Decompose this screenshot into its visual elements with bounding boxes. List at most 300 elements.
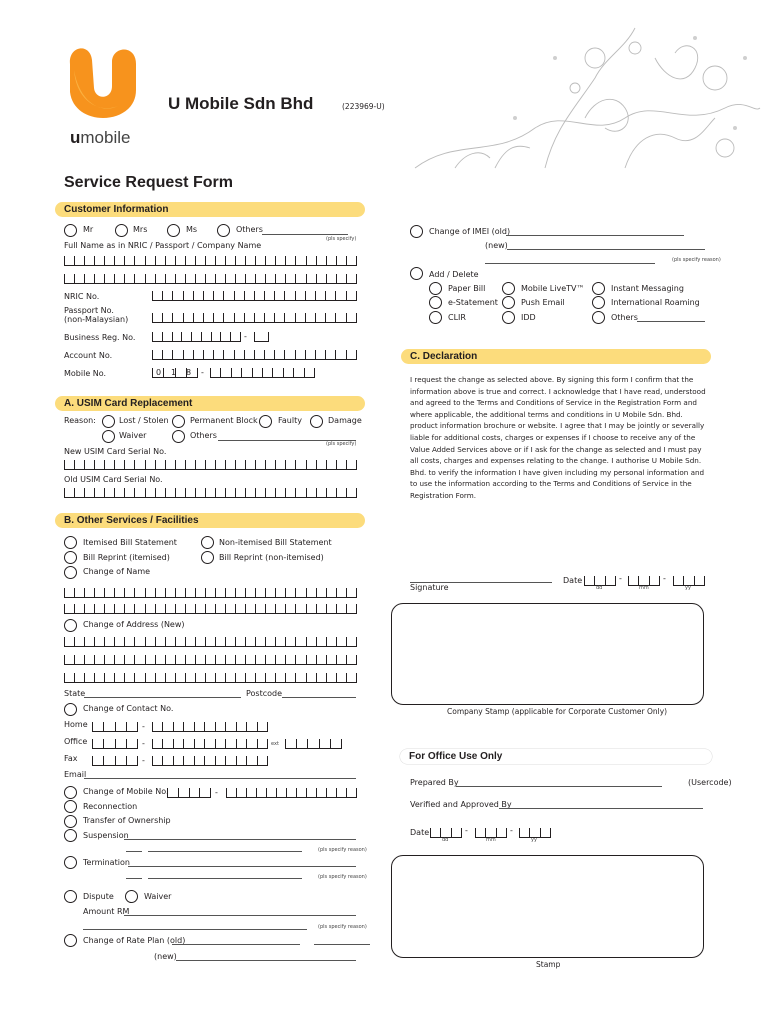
- char-cell: [186, 460, 196, 469]
- char-cell: [95, 588, 105, 597]
- char-cell: [245, 291, 255, 300]
- prepared-by-label: Prepared By: [410, 778, 459, 787]
- char-cell: [287, 788, 297, 797]
- dispute-pls-specify-reason: (pls specify reason): [318, 924, 367, 930]
- char-cell: [176, 460, 186, 469]
- postcode-field[interactable]: [282, 697, 356, 698]
- office-number-field[interactable]: [152, 739, 268, 749]
- reason-lost-stolen-label: Lost / Stolen: [119, 416, 169, 425]
- char-cell: [186, 655, 196, 664]
- char-cell: [258, 756, 268, 765]
- char-cell: [247, 739, 257, 748]
- char-cell: [65, 256, 75, 265]
- char-cell: [184, 350, 194, 359]
- char-cell: [204, 291, 214, 300]
- char-cell: [163, 739, 173, 748]
- char-cell: [216, 739, 226, 748]
- mobile-number-field[interactable]: [210, 368, 315, 378]
- char-cell: [337, 274, 347, 283]
- office-ext-field[interactable]: [285, 739, 342, 749]
- service-mobile-livetv-radio[interactable]: [502, 282, 515, 295]
- account-field[interactable]: [152, 350, 357, 360]
- change-contact-radio[interactable]: [64, 703, 77, 716]
- service-paper-bill-radio[interactable]: [429, 282, 442, 295]
- char-cell: [184, 739, 194, 748]
- service-others-field[interactable]: [637, 321, 705, 322]
- char-cell: [327, 274, 337, 283]
- char-cell: [176, 637, 186, 646]
- reason-faulty-radio[interactable]: [259, 415, 272, 428]
- change-rate-plan-radio[interactable]: [64, 934, 77, 947]
- change-name-row-1[interactable]: [64, 588, 357, 598]
- char-cell: [520, 828, 530, 837]
- nric-field[interactable]: [152, 291, 357, 301]
- char-cell: [216, 588, 226, 597]
- company-stamp-box[interactable]: [391, 603, 704, 705]
- signature-date-dash-1: -: [619, 574, 622, 583]
- char-cell: [317, 788, 327, 797]
- dispute-radio[interactable]: [64, 890, 77, 903]
- full-name-row-2[interactable]: [64, 274, 357, 284]
- change-address-label: Change of Address (New): [83, 620, 185, 629]
- char-cell: [214, 350, 224, 359]
- termination-pls-specify-reason: (pls specify reason): [318, 874, 367, 880]
- service-instant-messaging-radio[interactable]: [592, 282, 605, 295]
- char-cell: [75, 274, 85, 283]
- char-cell: [606, 576, 616, 585]
- reconnection-radio[interactable]: [64, 800, 77, 813]
- title-others-radio[interactable]: [217, 224, 230, 237]
- char-cell: [146, 655, 156, 664]
- company-reg-no: (223969-U): [342, 102, 385, 111]
- char-cell: [135, 256, 145, 265]
- char-cell: [297, 739, 308, 748]
- char-cell: [206, 274, 216, 283]
- char-cell: [307, 637, 317, 646]
- char-cell: [156, 655, 166, 664]
- mobile-label: Mobile No.: [64, 369, 107, 378]
- char-cell: [125, 256, 135, 265]
- char-cell: [226, 673, 236, 682]
- char-cell: [204, 350, 214, 359]
- char-cell: [105, 488, 115, 497]
- char-cell: [182, 332, 192, 341]
- change-mobile-label: Change of Mobile No.: [83, 787, 169, 796]
- char-cell: [75, 604, 85, 613]
- char-cell: [105, 460, 115, 469]
- char-cell: [347, 788, 357, 797]
- address-row-3[interactable]: [64, 673, 357, 683]
- char-cell: [196, 460, 206, 469]
- declaration-line: where applicable, the additional terms and conditions in U Mobile Sdn. Bhd.: [410, 409, 683, 419]
- char-cell: [286, 460, 296, 469]
- char-cell: [194, 313, 204, 322]
- termination-reason-short[interactable]: [126, 878, 142, 879]
- char-cell: [226, 604, 236, 613]
- char-cell: [146, 256, 156, 265]
- email-field[interactable]: [84, 778, 356, 779]
- company-name: U Mobile Sdn Bhd: [168, 94, 314, 113]
- char-cell: [166, 256, 176, 265]
- section-other-services: B. Other Services / Facilities: [55, 513, 365, 528]
- char-cell: [276, 274, 286, 283]
- suspension-field[interactable]: [124, 839, 356, 840]
- bill-reprint-itemised-radio[interactable]: [64, 551, 77, 564]
- char-cell: [156, 588, 166, 597]
- itemised-bill-radio[interactable]: [64, 536, 77, 549]
- address-row-1[interactable]: [64, 637, 357, 647]
- char-cell: [156, 673, 166, 682]
- service-idd-radio[interactable]: [502, 311, 515, 324]
- char-cell: [286, 637, 296, 646]
- char-cell: [153, 332, 163, 341]
- termination-radio[interactable]: [64, 856, 77, 869]
- char-cell: [156, 604, 166, 613]
- section-usim-card-replacement: A. USIM Card Replacement: [55, 396, 365, 411]
- char-cell: [305, 368, 315, 377]
- char-cell: [95, 655, 105, 664]
- char-cell: [530, 828, 540, 837]
- amount-field[interactable]: [124, 915, 356, 916]
- char-cell: [216, 673, 226, 682]
- service-others-radio[interactable]: [592, 311, 605, 324]
- char-cell: [296, 488, 306, 497]
- char-cell: [307, 274, 317, 283]
- add-delete-radio[interactable]: [410, 267, 423, 280]
- char-cell: [285, 350, 295, 359]
- account-label: Account No.: [64, 351, 113, 360]
- char-cell: [226, 722, 236, 731]
- service-push-email-radio[interactable]: [502, 296, 515, 309]
- change-mobile-radio[interactable]: [64, 786, 77, 799]
- change-mobile-prefix-field[interactable]: [167, 788, 211, 798]
- char-cell: [695, 576, 705, 585]
- title-others-field[interactable]: [262, 234, 348, 235]
- char-cell: [286, 655, 296, 664]
- service-clir-radio[interactable]: [429, 311, 442, 324]
- char-cell: [186, 637, 196, 646]
- char-cell: [206, 655, 216, 664]
- change-name-row-2[interactable]: [64, 604, 357, 614]
- char-cell: [115, 673, 125, 682]
- char-cell: [276, 673, 286, 682]
- char-cell: [236, 488, 246, 497]
- char-cell: [276, 488, 286, 497]
- char-cell: [226, 637, 236, 646]
- char-cell: [266, 460, 276, 469]
- char-cell: [186, 274, 196, 283]
- char-cell: [115, 655, 125, 664]
- company-stamp-label: Company Stamp (applicable for Corporate Customer Only): [447, 707, 668, 716]
- service-e-statement-label: e-Statement: [448, 298, 498, 307]
- char-cell: [75, 637, 85, 646]
- char-cell: [263, 368, 273, 377]
- char-cell: [206, 256, 216, 265]
- char-cell: [452, 828, 462, 837]
- state-field[interactable]: [84, 697, 241, 698]
- char-cell: [186, 673, 196, 682]
- rate-plan-old-field[interactable]: [172, 944, 300, 945]
- service-international-roaming-label: International Roaming: [611, 298, 700, 307]
- char-cell: [256, 655, 266, 664]
- char-cell: [163, 722, 173, 731]
- declaration-line: to use the information according to the Terms and Conditions of Service in the: [410, 479, 692, 489]
- address-row-2[interactable]: [64, 655, 357, 665]
- char-cell: [85, 488, 95, 497]
- declaration-line: and agreed to the Terms and Conditions of Service in the Registration Form and: [410, 398, 697, 408]
- dispute-label: Dispute: [83, 892, 114, 901]
- char-cell: [75, 488, 85, 497]
- change-address-radio[interactable]: [64, 619, 77, 632]
- char-cell: [105, 637, 115, 646]
- char-cell: [206, 673, 216, 682]
- office-stamp-box[interactable]: [391, 855, 704, 958]
- char-cell: [431, 828, 441, 837]
- char-cell: [125, 604, 135, 613]
- char-cell: [317, 637, 327, 646]
- char-cell: [216, 488, 226, 497]
- char-cell: [266, 488, 276, 497]
- char-cell: [331, 739, 342, 748]
- suspension-reason-short[interactable]: [126, 851, 142, 852]
- char-cell: [307, 673, 317, 682]
- prepared-by-field[interactable]: [456, 786, 662, 787]
- char-cell: [135, 604, 145, 613]
- reason-damage-radio[interactable]: [310, 415, 323, 428]
- char-cell: [476, 828, 486, 837]
- char-cell: [337, 256, 347, 265]
- service-international-roaming-radio[interactable]: [592, 296, 605, 309]
- char-cell: [347, 673, 357, 682]
- char-cell: [146, 673, 156, 682]
- char-cell: [104, 756, 115, 765]
- char-cell: [226, 460, 236, 469]
- passport-field[interactable]: [152, 313, 357, 323]
- business-reg-suffix-field[interactable]: [254, 332, 269, 342]
- char-cell: [146, 274, 156, 283]
- char-cell: [296, 460, 306, 469]
- dispute-reason-field[interactable]: [83, 929, 307, 930]
- char-cell: [347, 588, 357, 597]
- office-date-dd-hint: dd: [442, 837, 449, 843]
- char-cell: [216, 604, 226, 613]
- char-cell: [95, 274, 105, 283]
- char-cell: [226, 256, 236, 265]
- char-cell: [347, 460, 357, 469]
- rate-plan-new-field[interactable]: [176, 960, 356, 961]
- char-cell: [256, 274, 266, 283]
- reason-damage-label: Damage: [328, 416, 362, 425]
- char-cell: [176, 604, 186, 613]
- char-cell: [179, 788, 190, 797]
- non-itemised-bill-radio[interactable]: [201, 536, 214, 549]
- char-cell: [115, 488, 125, 497]
- char-cell: [286, 604, 296, 613]
- dispute-waiver-radio[interactable]: [125, 890, 138, 903]
- char-cell: [276, 588, 286, 597]
- char-cell: [173, 350, 183, 359]
- old-usim-serial-field[interactable]: [64, 488, 357, 498]
- reason-permanent-block-radio[interactable]: [172, 415, 185, 428]
- char-cell: [317, 588, 327, 597]
- char-cell: [317, 488, 327, 497]
- char-cell: [327, 637, 337, 646]
- char-cell: [317, 673, 327, 682]
- verified-by-field[interactable]: [499, 808, 703, 809]
- declaration-line: product information brochure or website. I agree that I may be jointly or severally: [410, 421, 705, 431]
- rate-plan-old-label: Change of Rate Plan (old): [83, 936, 186, 945]
- char-cell: [196, 604, 206, 613]
- char-cell: [595, 576, 605, 585]
- service-e-statement-radio[interactable]: [429, 296, 442, 309]
- char-cell: [256, 588, 266, 597]
- char-cell: [153, 739, 163, 748]
- char-cell: [296, 655, 306, 664]
- title-mrs-radio[interactable]: [115, 224, 128, 237]
- service-instant-messaging-label: Instant Messaging: [611, 284, 684, 293]
- char-cell: [104, 722, 115, 731]
- imei-new-field[interactable]: [507, 249, 705, 250]
- char-cell: [205, 722, 215, 731]
- fax-dash: -: [142, 756, 145, 765]
- char-cell: [286, 274, 296, 283]
- char-cell: [237, 756, 247, 765]
- termination-field[interactable]: [128, 866, 356, 867]
- reconnection-label: Reconnection: [83, 802, 138, 811]
- char-cell: [326, 291, 336, 300]
- suspension-radio[interactable]: [64, 829, 77, 842]
- char-cell: [674, 576, 684, 585]
- char-cell: [163, 313, 173, 322]
- amount-label: Amount RM: [83, 907, 130, 916]
- char-cell: [214, 313, 224, 322]
- service-paper-bill-label: Paper Bill: [448, 284, 486, 293]
- char-cell: [347, 655, 357, 664]
- char-cell: [65, 673, 75, 682]
- char-cell: [306, 313, 316, 322]
- char-cell: [196, 488, 206, 497]
- char-cell: [337, 655, 347, 664]
- char-cell: [135, 655, 145, 664]
- home-area-field[interactable]: [92, 722, 138, 732]
- reason-others-radio[interactable]: [172, 430, 185, 443]
- char-cell: [236, 588, 246, 597]
- mobile-prefix-digit-3: 8: [186, 368, 192, 377]
- char-cell: [196, 274, 206, 283]
- business-reg-field[interactable]: [152, 332, 241, 342]
- char-cell: [146, 588, 156, 597]
- char-cell: [202, 332, 212, 341]
- char-cell: [275, 350, 285, 359]
- fax-number-field[interactable]: [152, 756, 268, 766]
- office-area-field[interactable]: [92, 739, 138, 749]
- char-cell: [336, 350, 346, 359]
- char-cell: [441, 828, 451, 837]
- char-cell: [347, 256, 357, 265]
- char-cell: [176, 488, 186, 497]
- office-date-yy-hint: yy: [531, 837, 537, 843]
- char-cell: [95, 488, 105, 497]
- char-cell: [95, 460, 105, 469]
- char-cell: [166, 655, 176, 664]
- suspension-reason-field[interactable]: [148, 851, 302, 852]
- title-ms-radio[interactable]: [167, 224, 180, 237]
- bill-reprint-non-radio[interactable]: [201, 551, 214, 564]
- char-cell: [255, 291, 265, 300]
- char-cell: [65, 588, 75, 597]
- char-cell: [224, 313, 234, 322]
- char-cell: [95, 637, 105, 646]
- char-cell: [135, 460, 145, 469]
- char-cell: [629, 576, 639, 585]
- char-cell: [85, 256, 95, 265]
- fax-area-field[interactable]: [92, 756, 138, 766]
- char-cell: [214, 291, 224, 300]
- rate-plan-old-extra-field[interactable]: [314, 944, 370, 945]
- change-name-radio[interactable]: [64, 566, 77, 579]
- change-mobile-number-field[interactable]: [226, 788, 357, 798]
- char-cell: [253, 368, 263, 377]
- title-mrs-label: Mrs: [133, 225, 148, 234]
- char-cell: [276, 460, 286, 469]
- char-cell: [168, 788, 179, 797]
- decorative-doodle-illustration: [395, 18, 765, 178]
- char-cell: [125, 588, 135, 597]
- char-cell: [163, 350, 173, 359]
- pls-specify-note: (pls specify): [326, 236, 357, 242]
- char-cell: [216, 756, 226, 765]
- char-cell: [347, 637, 357, 646]
- title-mr-label: Mr: [83, 225, 94, 234]
- home-label: Home: [64, 720, 88, 729]
- char-cell: [265, 291, 275, 300]
- char-cell: [146, 637, 156, 646]
- reason-waiver-radio[interactable]: [102, 430, 115, 443]
- full-name-row-1[interactable]: [64, 256, 357, 266]
- char-cell: [347, 604, 357, 613]
- char-cell: [307, 488, 317, 497]
- char-cell: [541, 828, 551, 837]
- char-cell: [221, 368, 231, 377]
- char-cell: [184, 291, 194, 300]
- char-cell: [246, 488, 256, 497]
- imei-reason-field[interactable]: [485, 263, 655, 264]
- char-cell: [296, 313, 306, 322]
- char-cell: [337, 788, 347, 797]
- char-cell: [256, 637, 266, 646]
- reason-lost-stolen-radio[interactable]: [102, 415, 115, 428]
- char-cell: [308, 739, 319, 748]
- char-cell: [116, 739, 127, 748]
- char-cell: [166, 488, 176, 497]
- char-cell: [65, 488, 75, 497]
- char-cell: [65, 460, 75, 469]
- char-cell: [174, 722, 184, 731]
- title-mr-radio[interactable]: [64, 224, 77, 237]
- char-cell: [127, 739, 138, 748]
- char-cell: [95, 673, 105, 682]
- change-imei-radio[interactable]: [410, 225, 423, 238]
- imei-old-field[interactable]: [506, 235, 684, 236]
- home-number-field[interactable]: [152, 722, 268, 732]
- termination-reason-field[interactable]: [148, 878, 302, 879]
- new-usim-serial-field[interactable]: [64, 460, 357, 470]
- char-cell: [195, 722, 205, 731]
- signature-date-label: Date: [563, 576, 583, 585]
- transfer-ownership-radio[interactable]: [64, 815, 77, 828]
- imei-new-label: (new): [485, 241, 508, 250]
- char-cell: [486, 828, 496, 837]
